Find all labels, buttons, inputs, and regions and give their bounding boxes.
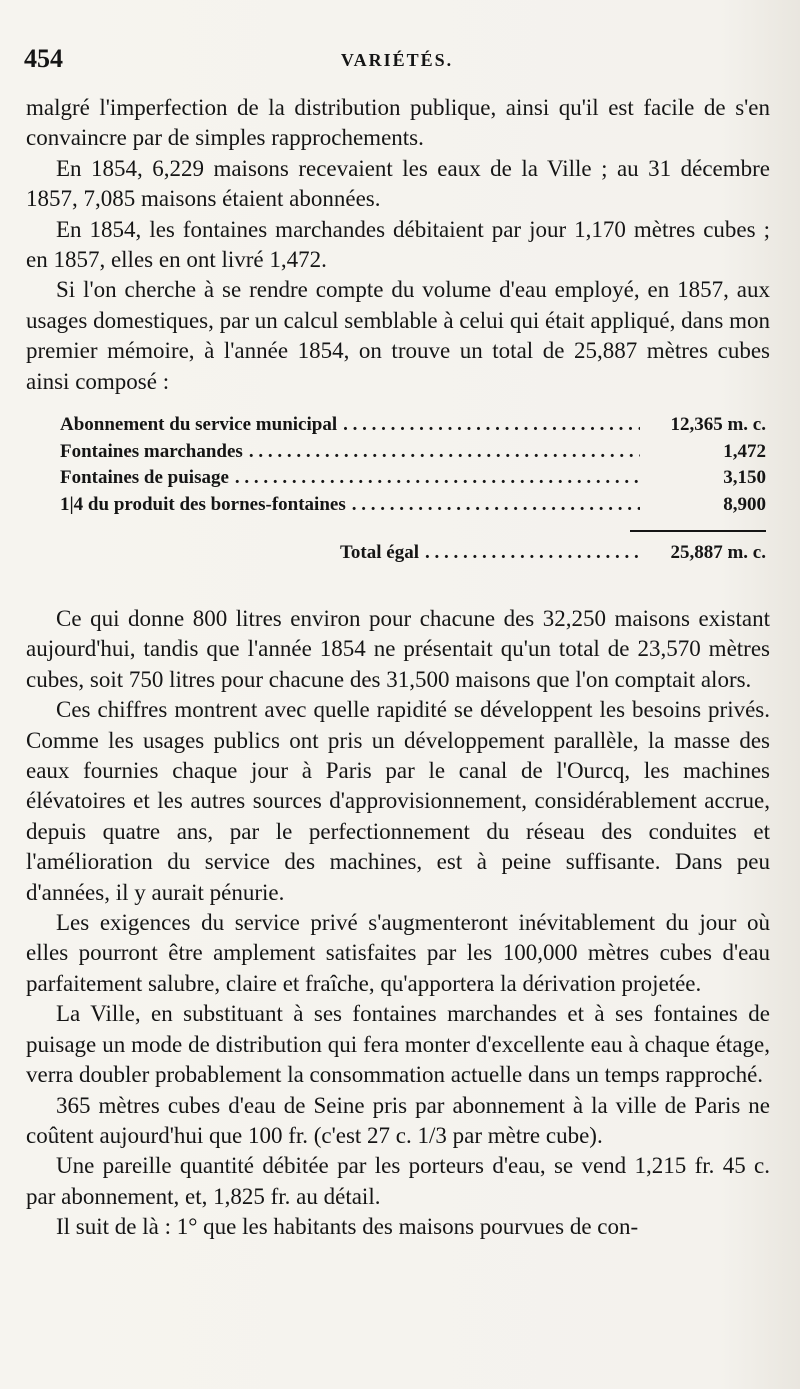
page-number: 454 <box>24 44 63 73</box>
text-block-upper <box>26 93 770 397</box>
row-label: Fontaines marchandes <box>60 440 243 462</box>
section-title: VARIÉTÉS. <box>340 50 454 70</box>
paragraph: Ce qui donne 800 litres environ pour chacune des 32,250 maisons existant aujourd'hui, tandis que l'année 1854 ne présentait qu'un total de 23,570 mètres cubes, soit 750 litres pour chacune des 31,500 maisons que l'on comptait alors. <box>26 606 770 692</box>
paragraph: La Ville, en substituant à ses fontaines marchandes et à ses fontaines de puisage un mode de distribution qui fera monter d'excellente eau à chaque étage, verra doubler probablement la consommation actuelle dans un temps rapproché. <box>26 1001 770 1088</box>
total-value: 25,887 m. c. <box>670 542 766 563</box>
paragraph: En 1854, 6,229 maisons recevaient les eaux de la Ville ; au 31 décembre 1857, 7,085 maisons étaient abonnées. <box>26 155 770 212</box>
row-value: 1,472 <box>723 440 766 462</box>
total-rule <box>630 530 766 532</box>
leader-dots <box>343 412 640 439</box>
row-label: Fontaines de puisage <box>60 467 229 488</box>
total-label: Total égal <box>340 542 419 563</box>
leader-dots <box>352 492 640 519</box>
paragraph: Les exigences du service privé s'augmenteront inévitablement du jour où elles pourront être amplement satisfaites par les 100,000 mètres cubes d'eau parfaitement salubre, claire et fraîche, qu'apportera la dérivation projetée. <box>26 910 770 996</box>
row-value: 8,900 <box>723 493 766 515</box>
water-volume-table <box>60 412 766 567</box>
table-row <box>60 439 766 466</box>
running-head <box>24 44 770 84</box>
paragraph: 365 mètres cubes d'eau de Seine pris par abonnement à la ville de Paris ne coûtent aujourd'hui que 100 fr. (c'est 27 c. 1/3 par mètre cube). <box>26 1092 770 1148</box>
leader-dots <box>235 465 640 492</box>
leader-dots <box>425 540 640 567</box>
row-value: 3,150 <box>723 467 766 488</box>
row-label: 1|4 du produit des bornes-fontaines <box>60 493 346 515</box>
table-row <box>60 465 766 492</box>
paragraph: Il suit de là : 1° que les habitants des maisons pourvues de con- <box>56 1214 639 1240</box>
text-block-lower <box>26 604 770 1243</box>
paragraph: Ces chiffres montrent avec quelle rapidité se développent les besoins privés. Comme les usages publics ont pris un développement parallèle, la masse des eaux fournies chaque jour à Paris par le canal de l'Ourcq, les machines élévatoires et les autres sources d'approvisionnement, considérablement accrue, depuis quatre ans, par le perfectionnement du réseau des conduites et l'amélioration du service des machines, est à peine suffisante. Dans peu d'années, il y aurait pénurie. <box>26 697 770 905</box>
paragraph: malgré l'imperfection de la distribution publique, ainsi qu'il est facile de s'en convaincre par de simples rapprochements. <box>26 95 770 151</box>
table-row <box>60 492 766 519</box>
row-value: 12,365 m. c. <box>670 414 766 435</box>
leader-dots <box>249 439 640 466</box>
table-total-row <box>60 540 766 567</box>
table-row <box>60 412 766 439</box>
paragraph: En 1854, les fontaines marchandes débitaient par jour 1,170 mètres cubes ; en 1857, elles en ont livré 1,472. <box>26 216 770 273</box>
paragraph: Si l'on cherche à se rendre compte du volume d'eau employé, en 1857, aux usages domestiques, par un calcul semblable à celui qui était appliqué, dans mon premier mémoire, à l'année 1854, on trouve un total de 25,887 mètres cubes ainsi composé : <box>26 277 770 394</box>
paragraph: Une pareille quantité débitée par les porteurs d'eau, se vend 1,215 fr. 45 c. par abonnement, et, 1,825 fr. au détail. <box>26 1153 770 1209</box>
row-label: Abonnement du service municipal <box>60 414 338 435</box>
